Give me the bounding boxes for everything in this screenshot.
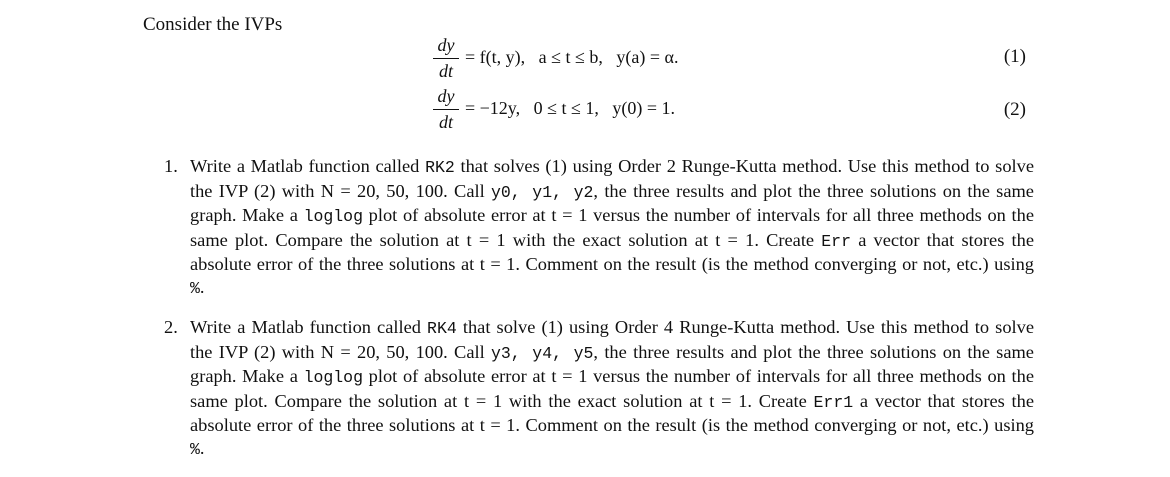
math-t: t = 1 [479,254,516,274]
fraction-numerator: dy [437,86,455,106]
text-segment: with the exact solution at [502,390,710,411]
text-segment: . Comment on the result (is the method converging or not, etc.) using [515,254,1035,274]
code-err1: Err1 [813,392,854,412]
exercise-list [164,155,1034,477]
text-segment: that solve (1) using Order 4 Runge-Kutta method. Use this method to solve the IVP (2) with [190,317,1034,362]
equation-rhs: = −12y, 0 ≤ t ≤ 1, y(0) = 1. [465,98,676,118]
exercise-item [164,155,1034,300]
math-t: t = 1 [709,390,748,411]
code-percent: % [190,278,200,298]
fraction-denominator: dt [438,61,453,81]
derivative-fraction [433,35,459,81]
text-segment: versus the number of intervals for all three methods on the same plot. Compare the solution at [190,366,1034,411]
text-segment: . Create [754,229,822,250]
equation-label-2: (2) [1003,99,1026,120]
text-segment: versus the number of intervals for all three methods on the same plot. Compare the solution at [190,205,1034,250]
text-segment: . Call [443,180,491,201]
intro-text: Consider the IVPs [143,14,283,35]
fraction-bar [433,58,459,59]
math-t: t = 1 [715,229,755,250]
fraction-bar [433,109,459,110]
text-segment: , the three results and plot the three solutions on the same graph. Make a [190,180,1034,225]
text-segment: . [199,276,205,297]
text-segment: . [199,437,205,458]
math-t: t = 1 [466,229,506,250]
text-segment: a vector that stores the absolute error of the three solutions at [190,390,1034,435]
equation-label-1: (1) [1003,46,1026,67]
text-segment: plot of absolute error at [363,205,552,225]
code-loglog: loglog [303,207,363,226]
text-segment: . Create [747,390,814,411]
code-percent: % [190,439,200,459]
exercise-item [164,316,1034,461]
derivative-fraction [433,86,459,132]
item-number: 1. [164,156,178,176]
math-n-values: N = 20, 50, 100 [320,180,444,201]
fraction-numerator: dy [437,35,455,55]
code-results: y0, y1, y2 [491,182,594,202]
text-segment: . Comment on the result (is the method converging or not, etc.) using [515,415,1035,435]
code-rk2: RK2 [425,158,455,177]
fraction-denominator: dt [438,112,453,132]
code-loglog: loglog [303,368,363,387]
math-t: t = 1 [463,390,503,411]
code-err: Err [821,231,851,251]
math-n-values: N = 20, 50, 100 [320,341,444,362]
text-segment: Write a Matlab function called [190,156,426,176]
text-segment: , the three results and plot the three solutions on the same graph. Make a [190,341,1034,386]
code-rk4: RK4 [427,319,457,338]
math-t: t = 1 [479,415,516,435]
equation-rhs: = f(t, y), a ≤ t ≤ b, y(a) = α. [465,47,679,67]
math-t: t = 1 [551,205,588,225]
math-t: t = 1 [551,366,588,386]
text-segment: . Call [443,341,491,362]
text-segment: a vector that stores the absolute error of the three solutions at [190,229,1035,274]
text-segment: Write a Matlab function called [190,317,428,337]
text-segment: that solves (1) using Order 2 Runge-Kutta method. Use this method to solve the IVP (2) with [190,156,1034,201]
item-number: 2. [164,317,178,337]
text-segment: with the exact solution at [505,229,716,250]
text-segment: plot of absolute error at [363,366,552,386]
code-results: y3, y4, y5 [491,343,594,363]
